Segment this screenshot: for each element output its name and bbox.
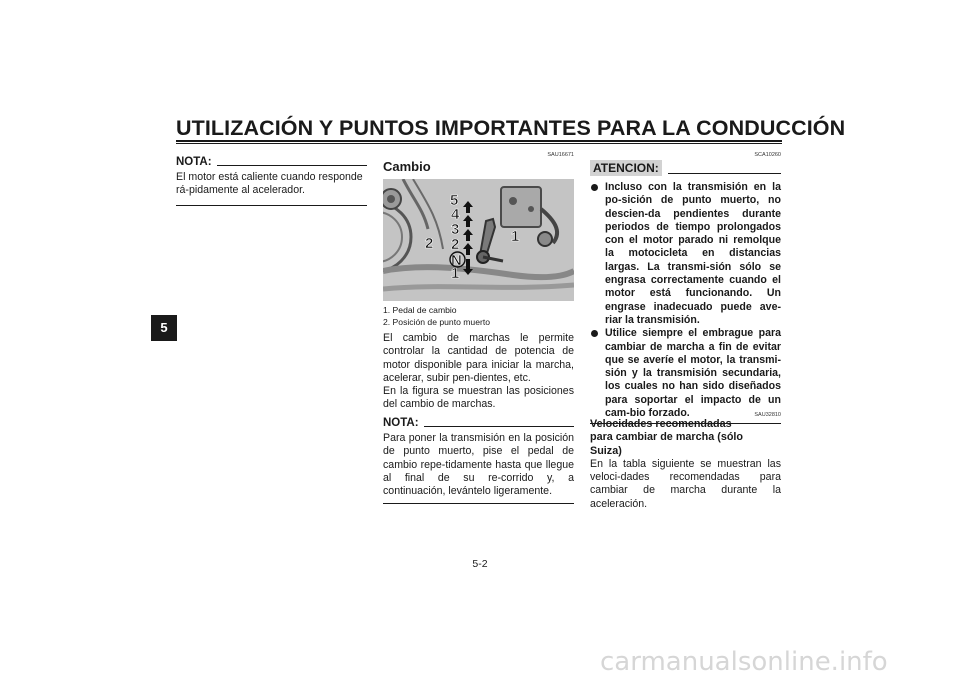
gear-pedal-illustration bbox=[383, 179, 574, 301]
caution-rule bbox=[668, 173, 781, 174]
caution-item-text: Incluso con la transmisión en la po-sición de punto muerto, no descien-da pendientes durante periodos de tiempo prolongados con el motor parado ni remolque la motocicleta en distancias largas. La transmi-sión sólo se engrasa correctamente cuando el motor está funcionando. Un engrase inadecuado puede ave-riar la transmisión. bbox=[605, 181, 781, 326]
figure-captions bbox=[383, 304, 574, 328]
title-rule bbox=[176, 140, 782, 142]
cambio-heading: Cambio bbox=[383, 159, 431, 174]
caution-list bbox=[590, 181, 781, 420]
cambio-code: SAU16671 bbox=[547, 152, 574, 158]
callout-2: 2 bbox=[425, 235, 434, 252]
middle-nota-block bbox=[383, 417, 574, 504]
gear-label-2: 2 bbox=[451, 236, 460, 253]
gear-label-1: 1 bbox=[451, 265, 460, 282]
cambio-body bbox=[383, 332, 574, 412]
page-number: 5-2 bbox=[472, 558, 488, 570]
caution-item bbox=[590, 327, 781, 420]
speed-section bbox=[590, 418, 781, 511]
cambio-paragraph-1: El cambio de marchas le permite controlar la cantidad de potencia de motor disponible para iniciar la marcha, acelerar, subir pen-dientes, etc. bbox=[383, 332, 574, 384]
bullet-icon bbox=[591, 184, 598, 191]
caution-label: ATENCION: bbox=[590, 160, 662, 176]
gear-label-n: N bbox=[451, 252, 462, 269]
cambio-paragraph-2: En la figura se muestran las posiciones del cambio de marchas. bbox=[383, 385, 574, 411]
caution-block bbox=[590, 160, 781, 424]
title-rule-thin bbox=[176, 143, 782, 144]
left-nota-header bbox=[176, 156, 367, 168]
speed-text: En la tabla siguiente se muestran las veloci-dades recomendadas para cambiar de marcha durante la aceleración. bbox=[590, 457, 781, 510]
middle-nota-header bbox=[383, 417, 574, 429]
middle-nota-text: Para poner la transmisión en la posición de punto muerto, pise el pedal de cambio repe-tidamente hasta que llegue al final de su re-corrido y, a continuación, levántelo ligeramente. bbox=[383, 432, 574, 498]
callout-1: 1 bbox=[511, 228, 520, 245]
caution-item bbox=[590, 181, 781, 327]
caution-header bbox=[590, 160, 781, 176]
middle-nota-label: NOTA: bbox=[383, 417, 419, 429]
caption-1: 1. Pedal de cambio bbox=[383, 305, 457, 315]
left-nota-rule bbox=[217, 165, 367, 166]
gear-pedal-figure bbox=[383, 179, 574, 301]
middle-nota-rule bbox=[424, 426, 574, 427]
middle-nota-end-rule bbox=[383, 503, 574, 504]
watermark: carmanualsonline.info bbox=[600, 647, 888, 677]
speed-heading: Velocidades recomendadas para cambiar de marcha (sólo Suiza) bbox=[590, 418, 744, 457]
bullet-icon bbox=[591, 330, 598, 337]
gear-label-5: 5 bbox=[450, 192, 459, 209]
section-tab: 5 bbox=[151, 315, 177, 341]
left-nota-text: El motor está caliente cuando responde rá-pidamente al acelerador. bbox=[176, 171, 363, 197]
left-nota-label: NOTA: bbox=[176, 156, 212, 168]
left-nota-block bbox=[176, 156, 367, 206]
caption-2: 2. Posición de punto muerto bbox=[383, 317, 491, 327]
gear-label-3: 3 bbox=[451, 221, 460, 238]
left-nota-end-rule bbox=[176, 205, 367, 206]
gear-label-4: 4 bbox=[451, 206, 460, 223]
speed-code: SAU32810 bbox=[754, 412, 781, 418]
page-title: UTILIZACIÓN Y PUNTOS IMPORTANTES PARA LA CONDUCCIÓN bbox=[176, 116, 846, 140]
caution-code: SCA10260 bbox=[754, 152, 781, 158]
caution-item-text: Utilice siempre el embrague para cambiar de marcha a fin de evitar que se averíe el motor, la transmi-sión y la transmisión secundaria, los cuales no han sido diseñados para soportar el impacto de un cam-bio forzado. bbox=[605, 327, 781, 420]
